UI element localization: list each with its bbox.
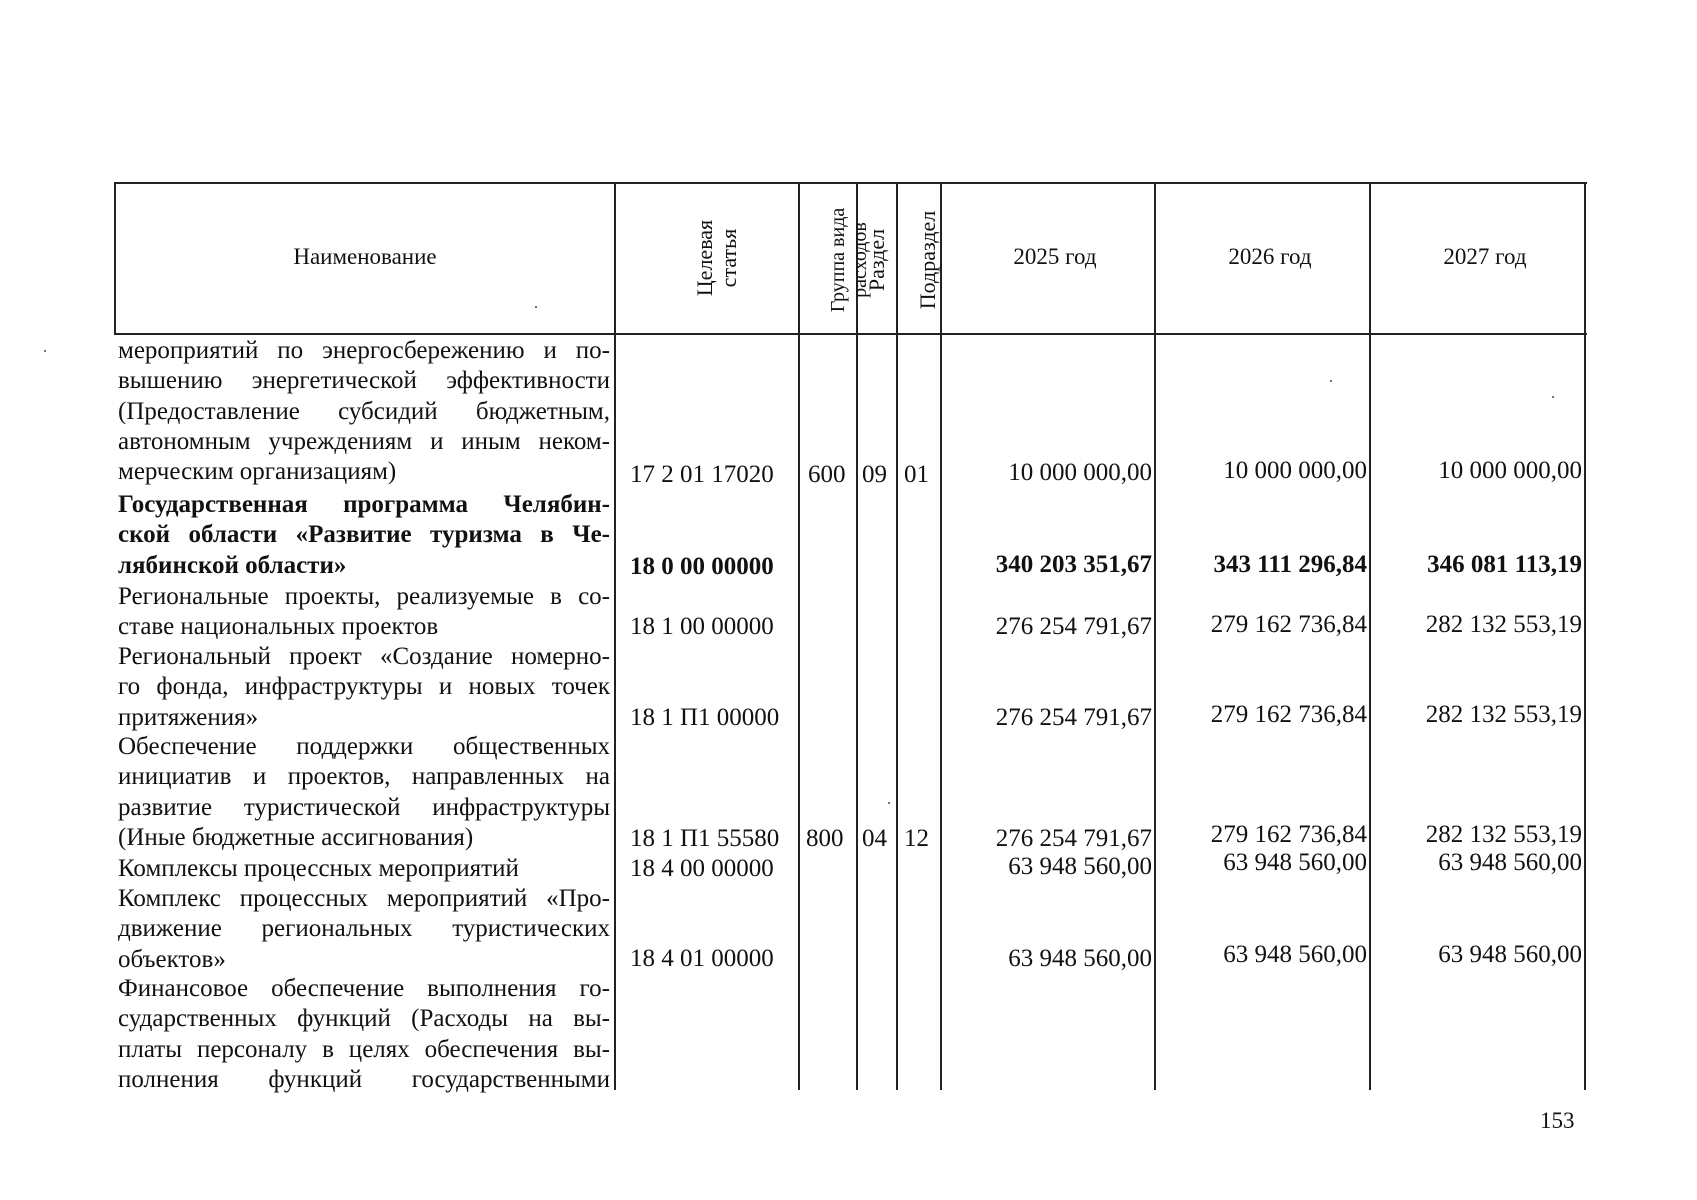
row-group: 800 (806, 825, 844, 852)
row-line: Комплексы процессных мероприятий (118, 855, 519, 882)
row-line: Государственная программа Челябин- (118, 491, 610, 518)
row-value-2026: 279 162 736,84 (1210, 701, 1367, 728)
row-code: 18 0 00 00000 (630, 553, 774, 580)
scan-speck (1552, 396, 1554, 398)
row-code: 18 1 П1 55580 (630, 825, 780, 852)
scan-speck (1330, 380, 1332, 382)
row-line: (Иные бюджетные ассигнования) (118, 823, 474, 851)
col-divider-name (614, 182, 616, 1090)
header-name: Наименование (293, 244, 437, 269)
scan-speck (888, 802, 890, 804)
row-code: 17 2 01 17020 (630, 461, 774, 488)
header-dot (535, 306, 537, 308)
row-value-2025: 276 254 791,67 (995, 825, 1152, 852)
row-value-2026: 63 948 560,00 (1223, 849, 1367, 876)
col-divider-section (896, 182, 898, 1090)
row-line: Финансовое обеспечение выполнения го- (118, 975, 610, 1002)
row-line: го фонда, инфраструктуры и новых точек (118, 673, 610, 701)
row-subsection: 12 (904, 825, 929, 852)
table-row-name (118, 490, 610, 581)
header-subsection: Подраздел (915, 210, 940, 310)
row-value-2025: 10 000 000,00 (1008, 459, 1152, 486)
row-value-2025: 340 203 351,67 (995, 551, 1152, 578)
row-line: лябинской области» (118, 551, 347, 579)
col-divider-code (798, 182, 800, 1090)
row-line: инициатив и проектов, направленных на (118, 763, 610, 791)
row-line: Региональный проект «Создание номерно- (118, 643, 610, 670)
row-value-2026: 279 162 736,84 (1210, 821, 1367, 848)
row-value-2027: 282 132 553,19 (1425, 701, 1582, 728)
row-line: сударственных функций (Расходы на вы- (118, 1005, 610, 1033)
row-line: платы персоналу в целях обеспечения вы- (118, 1035, 610, 1063)
row-value-2026: 343 111 296,84 (1213, 551, 1367, 578)
table-row-name (118, 974, 610, 1095)
row-line: ставе национальных проектов (118, 613, 439, 641)
row-value-2027: 282 132 553,19 (1425, 821, 1582, 848)
row-line: полнения функций государственными (118, 1065, 610, 1093)
row-value-2026: 279 162 736,84 (1210, 611, 1367, 638)
header-2025: 2025 год (1013, 244, 1097, 269)
page-number: 153 (1540, 1108, 1575, 1133)
row-section: 09 (862, 461, 887, 488)
row-code: 18 4 01 00000 (630, 945, 774, 972)
scan-speck (44, 350, 46, 352)
header-2027: 2027 год (1443, 244, 1527, 269)
row-line: Обеспечение поддержки общественных (118, 733, 610, 760)
table-row-name (118, 336, 610, 487)
row-line: вышению энергетической эффективности (118, 367, 610, 395)
table-row-name (118, 732, 610, 853)
row-line: движение региональных туристических (118, 915, 610, 943)
header-target-article-2: статья (716, 228, 741, 288)
table-row-name (118, 884, 610, 975)
table-row-name (118, 854, 610, 884)
row-value-2027: 282 132 553,19 (1425, 611, 1582, 638)
row-section: 04 (862, 825, 887, 852)
header-2026: 2026 год (1228, 244, 1312, 269)
header-expense-group-1: Группа вида (827, 207, 849, 313)
row-line: (Предоставление субсидий бюджетным, (118, 397, 610, 425)
row-line: мерческим организациям) (118, 458, 397, 486)
header-section: Раздел (864, 228, 889, 292)
table-row-name (118, 642, 610, 733)
col-divider-2026 (1369, 182, 1371, 1090)
row-group: 600 (808, 461, 846, 488)
row-code: 18 1 П1 00000 (630, 704, 780, 731)
row-value-2025: 63 948 560,00 (1008, 853, 1152, 880)
table-row-name (118, 582, 610, 643)
table-right-border (1584, 182, 1586, 1090)
row-line: мероприятий по энергосбережению и по- (118, 337, 610, 364)
row-value-2025: 276 254 791,67 (995, 613, 1152, 640)
col-divider-2025 (1154, 182, 1156, 1090)
table-top-border (114, 182, 1587, 184)
row-line: развитие туристической инфраструктуры (118, 793, 610, 821)
row-value-2027: 346 081 113,19 (1427, 551, 1582, 578)
row-line: ской области «Развитие туризма в Че- (118, 521, 610, 549)
row-value-2026: 10 000 000,00 (1223, 457, 1367, 484)
row-line: Региональные проекты, реализуемые в со- (118, 583, 610, 610)
row-code: 18 1 00 00000 (630, 613, 774, 640)
row-subsection: 01 (904, 461, 929, 488)
row-code: 18 4 00 00000 (630, 855, 774, 882)
row-value-2026: 63 948 560,00 (1223, 941, 1367, 968)
col-divider-subsection (940, 182, 942, 1090)
row-line: притяжения» (118, 703, 259, 731)
row-value-2027: 10 000 000,00 (1438, 457, 1582, 484)
row-line: Комплекс процессных мероприятий «Про- (118, 885, 610, 912)
row-line: объектов» (118, 945, 226, 973)
header-expense-group-2: расходов (849, 222, 871, 298)
row-value-2027: 63 948 560,00 (1438, 849, 1582, 876)
row-value-2025: 276 254 791,67 (995, 704, 1152, 731)
row-value-2025: 63 948 560,00 (1008, 945, 1152, 972)
row-value-2027: 63 948 560,00 (1438, 941, 1582, 968)
header-target-article-1: Целевая (692, 219, 717, 297)
row-line: автономным учреждениям и иным неком- (118, 427, 610, 455)
